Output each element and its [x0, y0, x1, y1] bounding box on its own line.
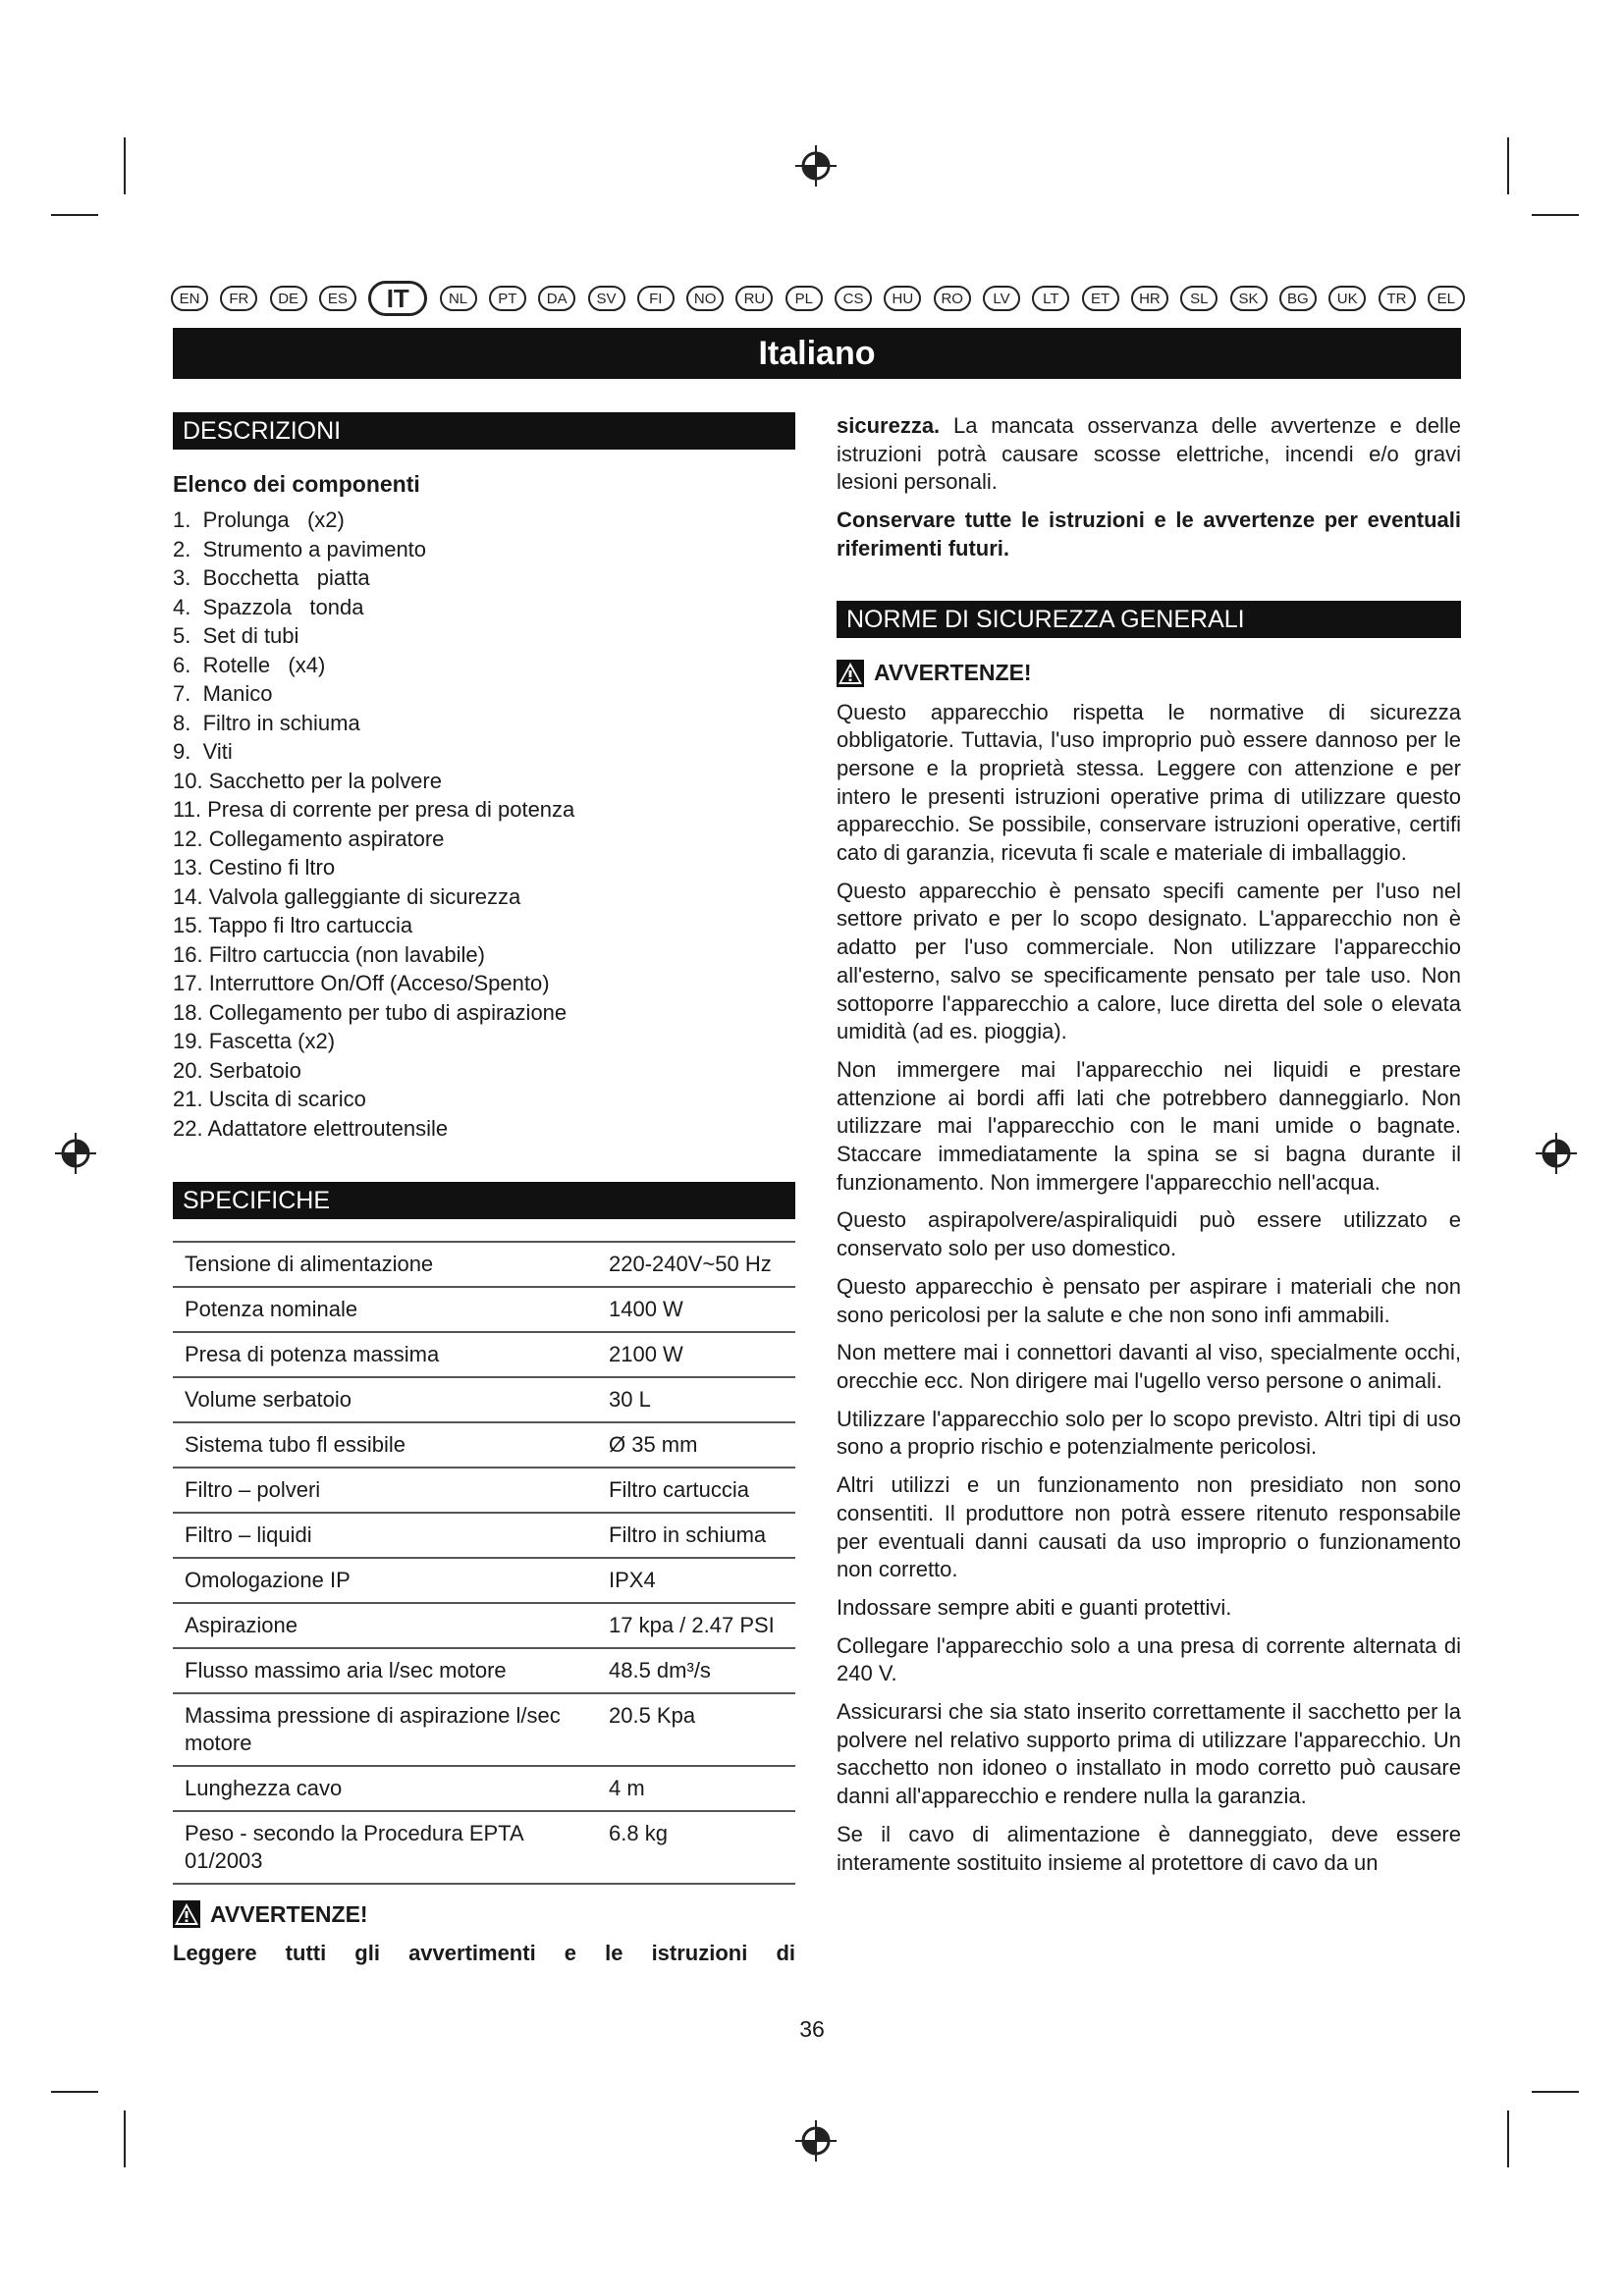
section-header-descrizioni: DESCRIZIONI	[173, 412, 795, 450]
list-item: 15. Tappo fi ltro cartuccia	[173, 913, 413, 937]
spec-label: Presa di potenza massima	[173, 1332, 603, 1377]
section-header-norme: NORME DI SICUREZZA GENERALI	[837, 601, 1461, 638]
list-item: 19. Fascetta (x2)	[173, 1029, 336, 1053]
components-list	[173, 506, 795, 1143]
crop-mark	[1532, 2091, 1579, 2093]
language-tab-de[interactable]: DE	[270, 286, 307, 311]
spec-value: 17 kpa / 2.47 PSI	[603, 1603, 795, 1648]
list-item: 10. Sacchetto per la polvere	[173, 768, 442, 793]
page-title: Italiano	[173, 328, 1461, 379]
spec-label: Flusso massimo aria l/sec motore	[173, 1648, 603, 1693]
warning-label: AVVERTENZE!	[210, 1900, 368, 1927]
spec-label: Tensione di alimentazione	[173, 1242, 603, 1287]
crop-mark	[51, 214, 98, 216]
language-tab-hu[interactable]: HU	[884, 286, 921, 311]
warning-text: Leggere tutti gli avvertimenti e le istruzioni di	[173, 1941, 795, 1965]
list-item: 12. Collegamento aspiratore	[173, 826, 445, 851]
spec-value: 48.5 dm³/s	[603, 1648, 795, 1693]
language-tab-hr[interactable]: HR	[1131, 286, 1168, 311]
table-row	[173, 1287, 795, 1332]
safety-paragraph: Collegare l'apparecchio solo a una presa di corrente alternata di 240 V.	[837, 1632, 1461, 1686]
spec-value: 30 L	[603, 1377, 795, 1422]
intro-paragraph	[837, 412, 1461, 497]
list-item: 5. Set di tubi	[173, 623, 299, 648]
language-bar	[171, 279, 1465, 318]
spec-value: 2100 W	[603, 1332, 795, 1377]
crop-mark	[1507, 2110, 1509, 2167]
language-tab-lv[interactable]: LV	[983, 286, 1020, 311]
spec-value: 6.8 kg	[603, 1811, 795, 1884]
list-item: 7. Manico	[173, 681, 273, 706]
table-row	[173, 1603, 795, 1648]
registration-mark-icon	[1534, 1131, 1579, 1176]
spec-value: 220-240V~50 Hz	[603, 1242, 795, 1287]
spec-value: Ø 35 mm	[603, 1422, 795, 1468]
left-column	[173, 412, 795, 1978]
list-item: 2. Strumento a pavimento	[173, 536, 427, 561]
language-tab-pt[interactable]: PT	[489, 286, 526, 311]
language-tab-da[interactable]: DA	[538, 286, 575, 311]
safety-paragraphs	[837, 699, 1461, 1878]
intro-bold: sicurezza.	[837, 413, 941, 438]
language-tab-cs[interactable]: CS	[835, 286, 872, 311]
spec-value: 4 m	[603, 1766, 795, 1811]
list-item: 20. Serbatoio	[173, 1057, 301, 1083]
spec-label: Volume serbatoio	[173, 1377, 603, 1422]
components-subheading: Elenco dei componenti	[173, 471, 420, 497]
safety-paragraph: Questo aspirapolvere/aspiraliquidi può essere utilizzato e conservato solo per uso domestico.	[837, 1207, 1461, 1261]
crop-mark	[124, 2110, 126, 2167]
spec-label: Peso - secondo la Procedura EPTA 01/2003	[173, 1811, 603, 1884]
language-tab-tr[interactable]: TR	[1379, 286, 1416, 311]
spec-label: Filtro – liquidi	[173, 1513, 603, 1558]
spec-label: Aspirazione	[173, 1603, 603, 1648]
specifications-table	[173, 1241, 795, 1885]
table-row	[173, 1422, 795, 1468]
table-row	[173, 1513, 795, 1558]
spec-label: Massima pressione di aspirazione l/sec motore	[173, 1693, 603, 1766]
spec-label: Filtro – polveri	[173, 1468, 603, 1513]
spec-value: Filtro in schiuma	[603, 1513, 795, 1558]
spec-label: Lunghezza cavo	[173, 1766, 603, 1811]
language-tab-es[interactable]: ES	[319, 286, 356, 311]
language-tab-nl[interactable]: NL	[440, 286, 477, 311]
crop-mark	[1532, 214, 1579, 216]
list-item: 3. Bocchetta piatta	[173, 565, 370, 590]
list-item: 6. Rotelle (x4)	[173, 652, 326, 677]
crop-mark	[124, 137, 126, 194]
list-item: 21. Uscita di scarico	[173, 1087, 366, 1111]
language-tab-uk[interactable]: UK	[1328, 286, 1366, 311]
language-tab-pl[interactable]: PL	[785, 286, 823, 311]
language-tab-fi[interactable]: FI	[637, 286, 675, 311]
language-tab-it[interactable]: IT	[368, 281, 427, 316]
registration-mark-icon	[793, 143, 839, 188]
language-tab-sl[interactable]: SL	[1180, 286, 1218, 311]
table-row	[173, 1377, 795, 1422]
spec-value: 20.5 Kpa	[603, 1693, 795, 1766]
list-item: 8. Filtro in schiuma	[173, 710, 360, 735]
section-header-specifiche: SPECIFICHE	[173, 1182, 795, 1219]
spec-label: Sistema tubo fl essibile	[173, 1422, 603, 1468]
page-number: 36	[799, 2016, 825, 2042]
norme-warning-heading	[837, 660, 1461, 687]
table-row	[173, 1766, 795, 1811]
safety-paragraph: Se il cavo di alimentazione è danneggiato, deve essere interamente sostituito insieme al protettore di cavo da un	[837, 1821, 1461, 1875]
registration-mark-icon	[793, 2118, 839, 2163]
language-tab-bg[interactable]: BG	[1279, 286, 1317, 311]
table-row	[173, 1811, 795, 1884]
safety-paragraph: Utilizzare l'apparecchio solo per lo scopo previsto. Altri tipi di uso sono a proprio rischio e potenzialmente pericolosi.	[837, 1406, 1461, 1460]
spec-label: Omologazione IP	[173, 1558, 603, 1603]
safety-paragraph: Questo apparecchio è pensato specifi camente per l'uso nel settore privato e per lo scopo designato. L'apparecchio non è adatto per l'uso commerciale. Non utilizzare l'apparecchio all'esterno, salvo se specificamente pensato per tale uso. Non sottoporre l'apparecchio a calore, luce diretta del sole o elevata umidità (ad es. pioggia).	[837, 878, 1461, 1044]
table-row	[173, 1558, 795, 1603]
list-item: 4. Spazzola tonda	[173, 594, 364, 619]
table-row	[173, 1242, 795, 1287]
spec-value: 1400 W	[603, 1287, 795, 1332]
warning-heading	[173, 1900, 795, 1928]
language-tab-et[interactable]: ET	[1082, 286, 1119, 311]
safety-paragraph: Assicurarsi che sia stato inserito correttamente il sacchetto per la polvere nel relativo supporto prima di utilizzare l'apparecchio. Un sacchetto non idoneo o installato in modo corretto può causare danni all'apparecchio e rendere nulla la garanzia.	[837, 1699, 1461, 1809]
language-tab-lt[interactable]: LT	[1032, 286, 1069, 311]
language-tab-no[interactable]: NO	[686, 286, 724, 311]
language-tab-ro[interactable]: RO	[934, 286, 971, 311]
language-tab-fr[interactable]: FR	[220, 286, 257, 311]
spec-label: Potenza nominale	[173, 1287, 603, 1332]
registration-mark-icon	[53, 1131, 98, 1176]
list-item: 13. Cestino fi ltro	[173, 855, 336, 880]
table-row	[173, 1468, 795, 1513]
list-item: 17. Interruttore On/Off (Acceso/Spento)	[173, 971, 550, 995]
list-item: 9. Viti	[173, 739, 233, 764]
language-tab-sv[interactable]: SV	[588, 286, 625, 311]
language-tab-ru[interactable]: RU	[735, 286, 773, 311]
safety-paragraph: Non mettere mai i connettori davanti al viso, specialmente occhi, orecchie ecc. Non dirigere mai l'ugello verso persone o animali.	[837, 1340, 1461, 1393]
safety-paragraph: Altri utilizzi e un funzionamento non presidiato non sono consentiti. Il produttore non potrà essere ritenuto responsabile per eventuali danni causati da uso improprio o funzionamento non corretto.	[837, 1472, 1461, 1582]
list-item: 22. Adattatore elettroutensile	[173, 1115, 449, 1141]
safety-paragraph: Non immergere mai l'apparecchio nei liquidi e prestare attenzione ai bordi affi lati che potrebbero danneggiarlo. Non utilizzare mai l'apparecchio con le mani umide o bagnate. Staccare immediatamente la spina se si bagna durante il funzionamento. Non immergere l'apparecchio nell'acqua.	[837, 1056, 1461, 1195]
list-item: 14. Valvola galleggiante di sicurezza	[173, 883, 521, 909]
language-tab-el[interactable]: EL	[1428, 286, 1465, 311]
crop-mark	[1507, 137, 1509, 194]
table-row	[173, 1648, 795, 1693]
table-row	[173, 1693, 795, 1766]
safety-paragraph: Questo apparecchio è pensato per aspirare i materiali che non sono pericolosi per la salute e che non sono infi ammabili.	[837, 1273, 1461, 1327]
language-tab-en[interactable]: EN	[171, 286, 208, 311]
list-item: 1. Prolunga (x2)	[173, 507, 345, 532]
keep-instructions-paragraph: Conservare tutte le istruzioni e le avvertenze per eventuali riferimenti futuri.	[837, 507, 1461, 561]
warning-triangle-icon	[837, 660, 864, 687]
spec-value: Filtro cartuccia	[603, 1468, 795, 1513]
norme-warning-label: AVVERTENZE!	[874, 660, 1032, 686]
warning-triangle-icon	[173, 1900, 200, 1928]
spec-value: IPX4	[603, 1558, 795, 1603]
list-item: 16. Filtro cartuccia (non lavabile)	[173, 941, 485, 967]
right-column	[837, 412, 1461, 1887]
list-item: 11. Presa di corrente per presa di potenza	[173, 797, 575, 822]
safety-paragraph: Indossare sempre abiti e guanti protettivi.	[837, 1594, 1232, 1620]
language-tab-sk[interactable]: SK	[1230, 286, 1268, 311]
crop-mark	[51, 2091, 98, 2093]
intro-rest: La mancata osservanza delle avvertenze e delle istruzioni potrà causare scosse elettriche, incendi e/o gravi lesioni personali.	[837, 413, 1461, 495]
safety-paragraph: Questo apparecchio rispetta le normative di sicurezza obbligatorie. Tuttavia, l'uso improprio può essere dannoso per le persone e la proprietà stessa. Leggere con attenzione e per intero le presenti istruzioni operative prima di utilizzare questo apparecchio. Se possibile, conservare istruzioni operative, certifi cato di garanzia, ricevuta fi scale e materiale di imballaggio.	[837, 699, 1461, 866]
table-row	[173, 1332, 795, 1377]
list-item: 18. Collegamento per tubo di aspirazione	[173, 999, 568, 1025]
